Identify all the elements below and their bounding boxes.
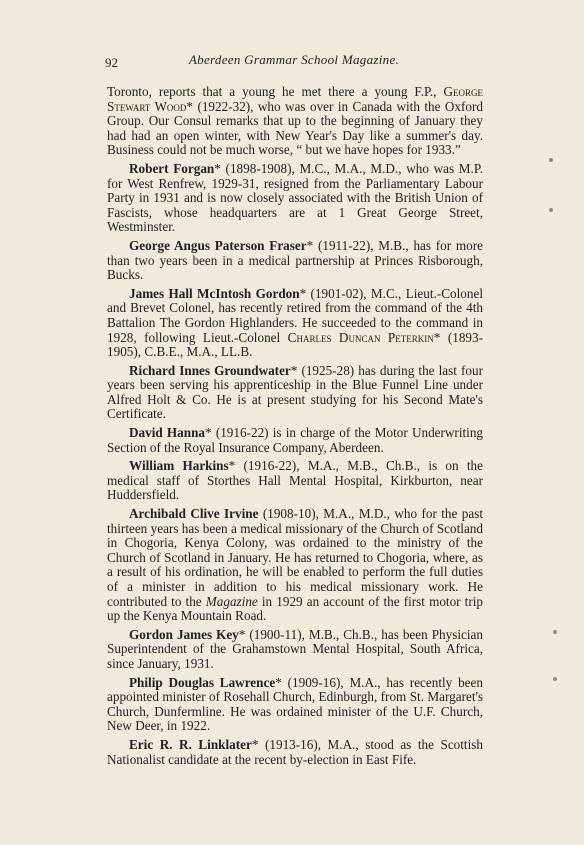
person-name: Richard Innes Groundwater xyxy=(129,362,291,378)
paragraph xyxy=(107,287,483,360)
small-caps-name: George Stewart Wood xyxy=(107,84,483,114)
margin-speck xyxy=(553,630,557,634)
paragraph-text: * (1916-22), M.A., M.B., Ch.B., is on the medical staff of Storthes Hall Mental Hospital, Kirkburton, near Huddersfield. xyxy=(107,458,483,503)
paragraph xyxy=(107,459,483,503)
paragraph-text: in 1929 an account of the first motor trip up the Kenya Mountain Road. xyxy=(107,593,483,624)
margin-speck xyxy=(549,158,553,162)
paragraph-text: * (1913-16), M.A., stood as the Scottish Nationalist candidate at the recent by-election in East Fife. xyxy=(107,736,483,767)
page-header xyxy=(105,52,483,72)
person-name: Gordon James Key xyxy=(129,626,239,642)
person-name: James Hall McIntosh Gordon xyxy=(129,285,300,301)
paragraph-text: * (1900-11), M.B., Ch.B., has been Physician Superintendent of the Grahamstown Mental Hospital, South Africa, since January, 1931. xyxy=(107,626,483,671)
paragraph xyxy=(107,507,483,624)
paragraph xyxy=(107,364,483,422)
paragraph xyxy=(107,162,483,235)
small-caps-name: Charles Duncan Peterkin xyxy=(287,329,434,345)
person-name: William Harkins xyxy=(129,458,229,474)
paragraph xyxy=(107,239,483,283)
person-name: Eric R. R. Linklater xyxy=(129,736,252,752)
margin-speck xyxy=(549,208,553,212)
paragraph-text: * (1901-02), M.C., Lieut.-Colonel and Brevet Colonel, has recently retired from the command of the 4th Battalion The Gordon Highlanders. He succeeded to the command in 1928, following Lieut.-Colonel xyxy=(107,285,483,345)
paragraph-text: Toronto, reports that a young he met there a young F.P., xyxy=(107,84,444,99)
paragraph-text: (1908-10), M.A., M.D., who for the past thirteen years has been a medical missionary of the Church of Scotland in Chogoria, Kenya Colony, was ordained to the ministry of the Church of Scotland in January. He has returned to Chogoria, where, as a result of his ordination, he will be enabled to perform the full duties of a minister in addition to his medical missionary work. He contributed to the xyxy=(107,506,483,609)
running-title: Aberdeen Grammar School Magazine. xyxy=(188,52,400,67)
margin-speck xyxy=(553,677,557,681)
paragraph-text: * (1909-16), M.A., has recently been appointed minister of Rosehall Church, Edinburgh, from St. Margaret's Church, Dunfermline. He was ordained minister of the U.F. Church, New Deer, in 1922. xyxy=(107,674,483,734)
paragraph xyxy=(107,676,483,734)
paragraph-text: * (1893-1905), C.B.E., M.A., LL.B. xyxy=(107,329,483,360)
person-name: George Angus Paterson Fraser xyxy=(129,237,307,253)
italic-text: Magazine xyxy=(205,593,258,609)
page-number: 92 xyxy=(105,55,118,70)
paragraph-text: * (1916-22) is in charge of the Motor Underwriting Section of the Royal Insurance Company, Aberdeen. xyxy=(107,425,484,455)
paragraph-text: * (1922-32), who was over in Canada with the Oxford Group. Our Consul remarks that up to the beginning of January they had had an open winter, with New Year's Day like a summer's day. Business could not be much worse, “ but we have hopes for 1933.” xyxy=(107,98,483,158)
article-body xyxy=(107,85,483,771)
paragraph-text: * (1925-28) has during the last four years been serving his apprenticeship in the Blue Funnel Line under Alfred Holt & Co. He is at present studying for his Second Mate's Certificate. xyxy=(107,362,483,422)
person-name: David Hanna xyxy=(129,425,206,441)
paragraph-text: * (1911-22), M.B., has for more than two years been in a medical partnership at Princes Risborough, Bucks. xyxy=(107,237,484,283)
person-name: Philip Douglas Lawrence xyxy=(129,674,276,690)
paragraph xyxy=(107,738,483,767)
person-name: Archibald Clive Irvine xyxy=(129,506,259,522)
paragraph-text: * (1898-1908), M.C., M.A., M.D., who was M.P. for West Renfrew, 1929-31, resigned from the Parliamentary Labour Party in 1931 and is now closely associated with the British Union of Fascists, whose headquarters are at 1 Great George Street, Westminster. xyxy=(107,160,483,235)
paragraph xyxy=(107,85,483,158)
paragraph xyxy=(107,628,483,672)
person-name: Robert Forgan xyxy=(129,160,215,176)
paragraph xyxy=(107,426,483,455)
